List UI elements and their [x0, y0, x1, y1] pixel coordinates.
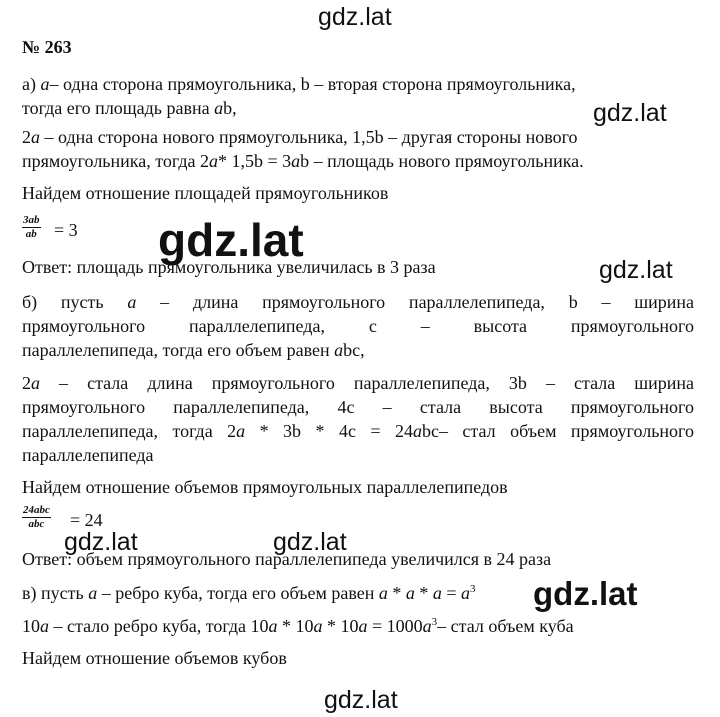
- text-line-a5: Найдем отношение площадей прямоугольников: [22, 183, 389, 203]
- text-line-c1: в) пусть a – ребро куба, тогда его объем равен $a * a * a = a^3$: [22, 583, 476, 603]
- watermark-bottom: gdz.lat: [324, 686, 398, 714]
- fraction-denominator: ab: [25, 228, 37, 240]
- problem-number: № 263: [22, 37, 72, 57]
- fraction-result: = 24: [70, 510, 103, 530]
- text-line-c2: 10a – стало ребро куба, тогда $10a * 10a * 10a = 1000a^3-$ стал объем куба: [22, 616, 574, 636]
- fraction-result: = 3: [54, 220, 78, 240]
- text-line-a1: а) a– одна сторона прямоугольника, b – вторая сторона прямоугольника,: [22, 74, 576, 94]
- text-line-b8: Найдем отношение объемов прямоугольных параллелепипедов: [22, 477, 508, 497]
- answer-a: Ответ: площадь прямоугольника увеличилась в 3 раза: [22, 257, 436, 277]
- text-line-b4: 2a – стала длина прямоугольного параллелепипеда, 3b – стала ширина: [22, 373, 694, 393]
- watermark-top: gdz.lat: [318, 3, 392, 31]
- text-line-c3: Найдем отношение объемов кубов: [22, 648, 287, 668]
- watermark-left: gdz.lat: [64, 528, 138, 556]
- watermark-right-bold: gdz.lat: [533, 575, 638, 612]
- text-line-a3: 2a – одна сторона нового прямоугольника, 1,5b – другая стороны нового: [22, 127, 578, 147]
- text-line-b6: параллелепипеда, тогда 2a * 3b * 4c = 24abc– стал объем прямоугольного: [22, 421, 694, 441]
- fraction-numerator: 24abc: [23, 504, 50, 516]
- fraction-numerator: 3ab: [23, 214, 40, 226]
- text-line-b3: параллелепипеда, тогда его объем равен abc,: [22, 340, 365, 360]
- fraction-volume-ratio: [22, 504, 51, 531]
- fraction-area-ratio: [22, 214, 41, 241]
- text-line-a4: прямоугольника, тогда 2a* 1,5b = 3ab – площадь нового прямоугольника.: [22, 151, 584, 171]
- watermark-center: gdz.lat: [273, 528, 347, 556]
- text-line-a2: тогда его площадь равна ab,: [22, 98, 237, 118]
- text-line-b7: параллелепипеда: [22, 445, 154, 465]
- watermark-center-large: gdz.lat: [158, 214, 304, 266]
- watermark-right-1: gdz.lat: [593, 99, 667, 127]
- fraction-denominator: abc: [28, 518, 45, 530]
- text-line-b1: б) пусть a – длина прямоугольного параллелепипеда, b – ширина: [22, 292, 694, 312]
- watermark-right-2: gdz.lat: [599, 256, 673, 284]
- text-line-b5: прямоугольного параллелепипеда, 4с – стала высота прямоугольного: [22, 397, 694, 417]
- text-line-b2: прямоугольного параллелепипеда, с – высота прямоугольного: [22, 316, 694, 336]
- answer-b: Ответ: объем прямоугольного параллелепипеда увеличился в 24 раза: [22, 549, 552, 569]
